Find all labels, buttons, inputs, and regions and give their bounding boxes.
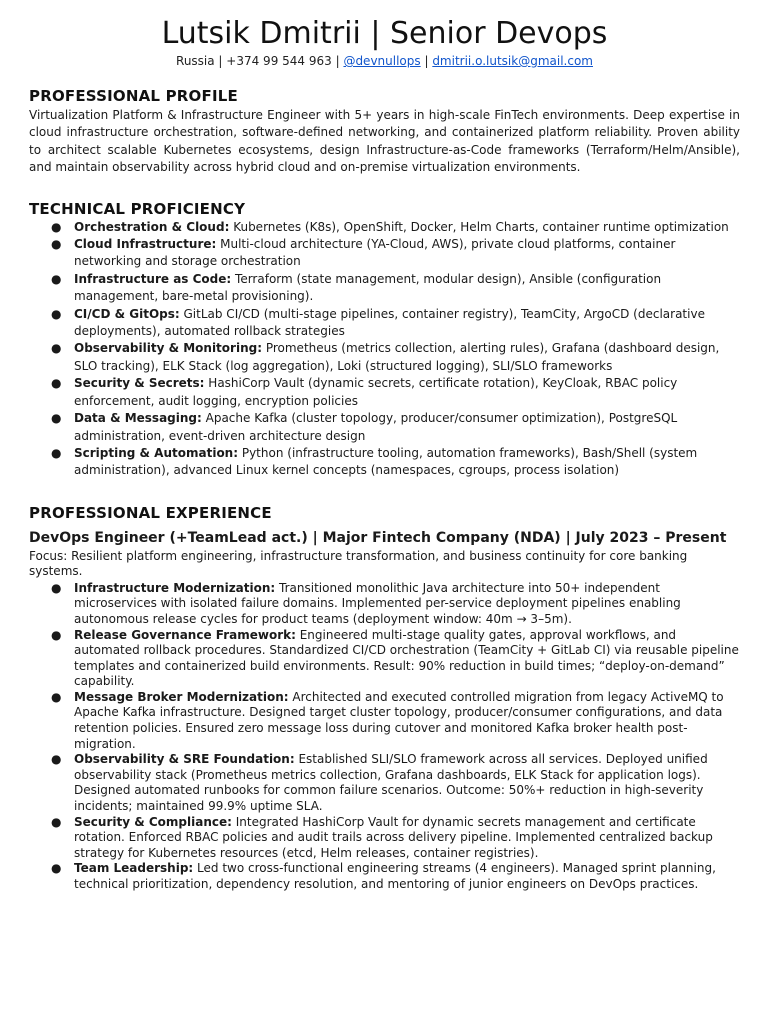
list-item [29, 581, 740, 628]
skill-label: Infrastructure as Code: [74, 271, 232, 286]
bullet-icon: ● [51, 861, 62, 876]
contact-line [29, 53, 740, 69]
list-item [29, 306, 740, 341]
skill-label: Cloud Infrastructure: [74, 237, 217, 252]
skill-text: Kubernetes (K8s), OpenShift, Docker, Helm Charts, container runtime optimization [229, 219, 729, 234]
skill-text: Terraform (state management, modular design), Ansible (configuration management, bare-metal provisioning). [74, 271, 662, 304]
bullet-icon: ● [51, 627, 62, 642]
achievement-label: Team Leadership: [74, 861, 194, 876]
bullet-icon: ● [51, 219, 62, 234]
list-item [29, 690, 740, 752]
list-item [29, 445, 740, 480]
achievement-label: Release Governance Framework: [74, 627, 296, 642]
achievement-label: Security & Compliance: [74, 814, 232, 829]
skill-text: Prometheus (metrics collection, alerting rules), Grafana (dashboard design, SLO tracking), ELK Stack (log aggregation), Loki (structured logging), SLI/SLO frameworks [74, 341, 720, 373]
bullet-icon: ● [51, 341, 62, 356]
list-item [29, 628, 740, 690]
skill-label: Data & Messaging: [74, 411, 202, 426]
bullet-icon: ● [51, 306, 62, 321]
bullet-icon: ● [51, 271, 62, 286]
profile-heading: PROFESSIONAL PROFILE [29, 87, 238, 105]
skill-label: Security & Secrets: [74, 376, 205, 391]
achievement-text: Transitioned monolithic Java architecture into 50+ independent microservices with isolated failure domains. Implemented per-service deployment pipelines enabling autonomous release cycles for product teams (deployment window: 40m → 3–5m). [74, 580, 681, 626]
job-focus: Focus: Resilient platform engineering, infrastructure transformation, and business continuity for core banking systems. [29, 548, 688, 578]
profile-text: Virtualization Platform & Infrastructure Engineer with 5+ years in high-scale FinTech environments. Deep expertise in cloud infrastructure orchestration, software-defined networking, and containerized platform reliability. Proven ability to architect scalable Kubernetes ecosystems, design Infrastructure-as-Code frameworks (Terraform/Helm/Ansible), and maintain observability across hybrid cloud and on-premise virtualization environments. [29, 108, 740, 175]
bullet-icon: ● [51, 376, 62, 391]
achievement-text: Established SLI/SLO framework across all services. Deployed unified observability stack (Prometheus metrics collection, Grafana dashboards, ELK Stack for application logs). Designed automated runbooks for common failure scenarios. Outcome: 50%+ reduction in high-severity incidents; maintained 99.9% uptime SLA. [74, 752, 708, 814]
list-item [29, 236, 740, 271]
skill-label: Scripting & Automation: [74, 445, 239, 460]
skills-heading: TECHNICAL PROFICIENCY [29, 199, 246, 218]
achievement-label: Message Broker Modernization: [74, 689, 289, 704]
resume-name: Lutsik Dmitrii | Senior Devops [161, 16, 608, 51]
achievement-text: Led two cross-functional engineering streams (4 engineers). Managed sprint planning, technical prioritization, dependency resolution, and mentoring of junior engineers on DevOps practices. [74, 861, 716, 891]
achievement-text: Integrated HashiCorp Vault for dynamic secrets management and certificate rotation. Enforced RBAC policies and audit trails across delivery pipeline. Implemented centralized backup strategy for Kubernetes resources (etcd, Helm releases, container registries). [74, 814, 713, 860]
list-item [29, 410, 740, 445]
location-phone: Russia | +374 99 544 963 | [176, 54, 344, 68]
bullet-icon: ● [51, 237, 62, 252]
list-item [29, 271, 740, 306]
bullet-icon: ● [51, 752, 62, 767]
bullet-icon: ● [51, 814, 62, 829]
bullet-icon: ● [51, 689, 62, 704]
contact-separator: | [420, 54, 433, 68]
skill-text: Apache Kafka (cluster topology, producer/consumer optimization), PostgreSQL administration, event-driven architecture design [74, 411, 678, 443]
skill-text: Multi-cloud architecture (YA-Cloud, AWS), private cloud platforms, container networking and storage orchestration [74, 237, 676, 269]
experience-list [29, 581, 740, 893]
skill-label: Orchestration & Cloud: [74, 219, 230, 234]
email-link[interactable]: dmitrii.o.lutsik@gmail.com [432, 54, 593, 68]
bullet-icon: ● [51, 445, 62, 460]
list-item [29, 752, 740, 814]
skill-text: GitLab CI/CD (multi-stage pipelines, container registry), TeamCity, ArgoCD (declarative deployments), automated rollback strategies [74, 306, 705, 339]
list-item [29, 815, 740, 862]
skill-label: CI/CD & GitOps: [74, 306, 180, 321]
achievement-text: Architected and executed controlled migration from legacy ActiveMQ to Apache Kafka infrastructure. Designed target cluster topology, producer/consumer configurations, and data retention policies. Ensured zero message loss during cutover and monitored Kafka broker health post-migration. [74, 689, 724, 751]
skill-text: Python (infrastructure tooling, automation frameworks), Bash/Shell (system administration), advanced Linux kernel concepts (namespaces, cgroups, process isolation) [74, 445, 698, 478]
skill-text: HashiCorp Vault (dynamic secrets, certificate rotation), KeyCloak, RBAC policy enforcement, audit logging, encryption policies [74, 376, 678, 408]
list-item [29, 861, 740, 892]
job-title: DevOps Engineer (+TeamLead act.) | Major Fintech Company (NDA) | July 2023 – Present [29, 529, 727, 546]
achievement-label: Infrastructure Modernization: [74, 580, 276, 595]
skills-list [29, 219, 740, 480]
handle-link[interactable]: @devnullops [343, 54, 421, 68]
skill-label: Observability & Monitoring: [74, 341, 263, 356]
achievement-label: Observability & SRE Foundation: [74, 752, 295, 767]
list-item [29, 375, 740, 410]
experience-heading: PROFESSIONAL EXPERIENCE [29, 503, 272, 522]
list-item [29, 340, 740, 375]
bullet-icon: ● [51, 411, 62, 426]
bullet-icon: ● [51, 580, 62, 595]
list-item [29, 219, 740, 236]
achievement-text: Engineered multi-stage quality gates, approval workflows, and automated rollback procedures. Standardized CI/CD orchestration (TeamCity + GitLab CI) via reusable pipeline templates and containerized build environments. Result: 90% reduction in build times; “deploy-on-demand” capability. [74, 627, 739, 689]
